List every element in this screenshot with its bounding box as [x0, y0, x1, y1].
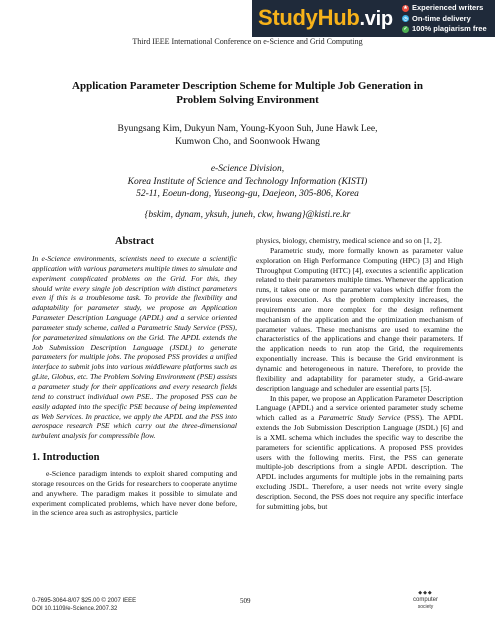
body-paragraph: Parametric study, more formally known as parameter value exploration on High Performance Computing (HPC) [3] and High Throughput Computing (HTC) [4], executes a scientific application related to their parameters multiple times. Whenever the application runs, it takes one or more parameter values which differ from the previous execution. As the problem complexity increases, the requirements are more complex for the design refinement mechanism of the application and the optimization mechanism of parameter values. These mechanisms are used to examine the characteristics of the applications and change their parameters. If the application needs to run atop the Grid, the requirements exponentially increase. This is because the Grid environment is dynamic and heterogeneous in nature. Therefore, to provide the flexibility and adaptability for parameter study, a Grid-aware description language and scheduler are essential parts [5]. — [256, 245, 463, 393]
abstract-heading: Abstract — [114, 236, 155, 247]
affiliation — [60, 163, 435, 201]
page-number: 509 — [240, 597, 251, 605]
check-icon: ✓ — [403, 26, 408, 32]
affiliation-line: e-Science Division, — [210, 164, 285, 174]
studyhub-logo[interactable] — [258, 5, 393, 31]
left-column — [32, 236, 237, 518]
body-paragraph — [256, 394, 463, 512]
introduction-paragraph: e-Science paradigm intends to exploit shared computing and storage resources on the Grids for researchers to cooperate anytime and anywhere. The paradigm makes it possible to simulate and experiment complicated problems, which have never done before, in the science area such as astrophysics, particle — [32, 469, 237, 518]
badge-item — [402, 3, 487, 14]
introduction-heading: 1. Introduction — [32, 452, 100, 464]
clock-icon: ◷ — [403, 15, 408, 22]
badge-label: On-time delivery — [412, 13, 471, 23]
author-list — [60, 123, 435, 149]
badge-label: 100% plagiarism free — [412, 24, 487, 33]
page-footer — [32, 597, 136, 613]
badge-label: Experienced writers — [412, 3, 484, 12]
right-column — [256, 236, 463, 512]
authors-line: Byungsang Kim, Dukyun Nam, Young-Kyoon Suh, June Hawk Lee, — [117, 124, 378, 134]
affiliation-line: 52-11, Eoeun-dong, Yuseong-gu, Daejeon, 305-806, Korea — [136, 189, 359, 199]
conference-header: Third IEEE International Conference on e-Science and Grid Computing — [132, 37, 363, 46]
emphasis-text: Parametric Study Service — [318, 413, 401, 423]
badge-list — [402, 3, 487, 35]
logo-suffix-text: .vip — [359, 8, 393, 30]
badge-item — [402, 14, 487, 25]
paragraph-text: In this paper, we propose an Application Parameter Description Language (APDL) and a service oriented parameter study scheme which called as a — [256, 393, 463, 423]
paper-title: Application Parameter Description Scheme for Multiple Job Generation in Problem Solving Environment — [72, 80, 423, 106]
author-emails: {bskim, dynam, yksuh, juneh, ckw, hwang}@kisti.re.kr — [144, 210, 351, 220]
logo-text: society — [417, 604, 434, 610]
computer-society-logo — [413, 590, 438, 611]
badge-item — [402, 24, 487, 35]
affiliation-line: Korea Institute of Science and Technology Information (KISTI) — [127, 176, 368, 187]
ad-banner[interactable] — [252, 0, 495, 37]
isbn-text: 0-7695-3064-8/07 $25.00 © 2007 IEEE — [32, 598, 137, 604]
body-paragraph: physics, biology, chemistry, medical science and so on [1, 2]. — [256, 236, 442, 245]
ieee-mark-icon: ◆◆◆ — [418, 590, 433, 596]
paragraph-text: (PSS). The APDL extends the Job Submission Description Language (JSDL) [6] and is a XML schema which includes the specific way to describe the parameters for scientific applications. A proposed PSS provides users with the following merits. First, the PSS can generate multiple-job descriptions from a single APDL description. The APDL includes arguments for multiple jobs in the remaining parts excluding JSDL. Therefore, a user needs not write every single description. Second, the PSS does not require any specific interface for submitting jobs, but — [256, 413, 463, 511]
doi-text: DOI 10.1109/e-Science.2007.32 — [32, 606, 118, 612]
star-icon: ★ — [403, 5, 408, 11]
authors-line: Kumwon Cho, and Soonwook Hwang — [175, 137, 320, 147]
logo-text: computer — [413, 597, 439, 603]
logo-main-text: StudyHub — [258, 5, 360, 30]
abstract-text: In e-Science environments, scientists need to execute a scientific application with various parameters multiple times to simulate and experiment complicated problems on the Grid. For this, they should write every single job description with distinct parameters even if this is a troublesome task. To provide the flexibility and adaptability for parameter study, we propose an Application Parameter Description Language (APDL) and a service oriented parameter study scheme, called a Parametric Study Service (PSS), for parameterized simulations on the Grid. The APDL extends the Job Submission Description Language (JSDL) to generate parameters for multiple jobs. The proposed PSS provides a unified interface to submit jobs into various middleware platforms such as gLite, Globus, etc. The Problem Solving Environment (PSE) assists a parameter study for their applications and every research fields tend to construct individual own PSE.. The proposed PSS can be easily adapted into the specific PSE because of being implemented as Web Services. In practice, we apply the APDL and the PSS into aerospace research PSE which carry out the three-dimensional turbulent analysis for compressible flow. — [32, 254, 237, 441]
